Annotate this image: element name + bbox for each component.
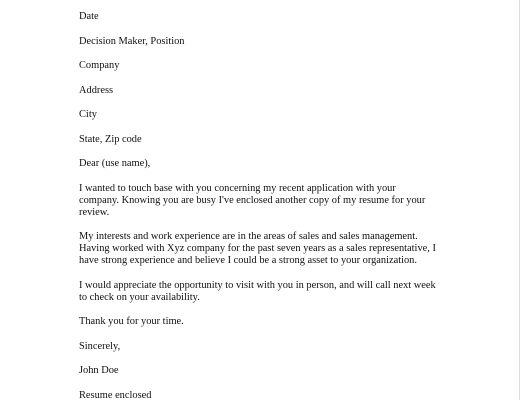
address-line: Address [79, 84, 114, 96]
signature-line: John Doe [79, 365, 119, 376]
paragraph-1 [79, 183, 451, 219]
paragraph-1-line: I wanted to touch base with you concerning my recent application with your [79, 182, 396, 194]
enclosure-line: Resume enclosed [79, 389, 152, 400]
paragraph-3-line: I would appreciate the opportunity to visit with you in person, and will call next week [79, 279, 436, 291]
salutation: Dear (use name), [79, 158, 151, 169]
paragraph-1-line: company. Knowing you are busy I've enclosed another copy of my resume for your [79, 194, 426, 206]
company-line: Company [79, 60, 120, 71]
paragraph-1-line: review. [79, 206, 110, 218]
letter-body [79, 11, 451, 400]
paragraph-3 [79, 280, 451, 304]
recipient-line: Decision Maker, Position [79, 35, 185, 47]
closing-line: Sincerely, [79, 340, 121, 352]
state-zip-line: State, Zip code [79, 133, 142, 145]
city-line: City [79, 109, 97, 120]
paragraph-3-line: to check on your availability. [79, 291, 200, 303]
paragraph-2-line: My interests and work experience are in the areas of sales and sales management. [79, 231, 418, 242]
date-line: Date [79, 11, 99, 22]
paragraph-2-line: Having worked with Xyz company for the past seven years as a sales representative, I [79, 243, 436, 254]
thanks-line: Thank you for your time. [79, 316, 184, 327]
paragraph-2 [79, 231, 451, 267]
paragraph-2-line: have strong experience and believe I could be a strong asset to your organization. [79, 255, 417, 266]
